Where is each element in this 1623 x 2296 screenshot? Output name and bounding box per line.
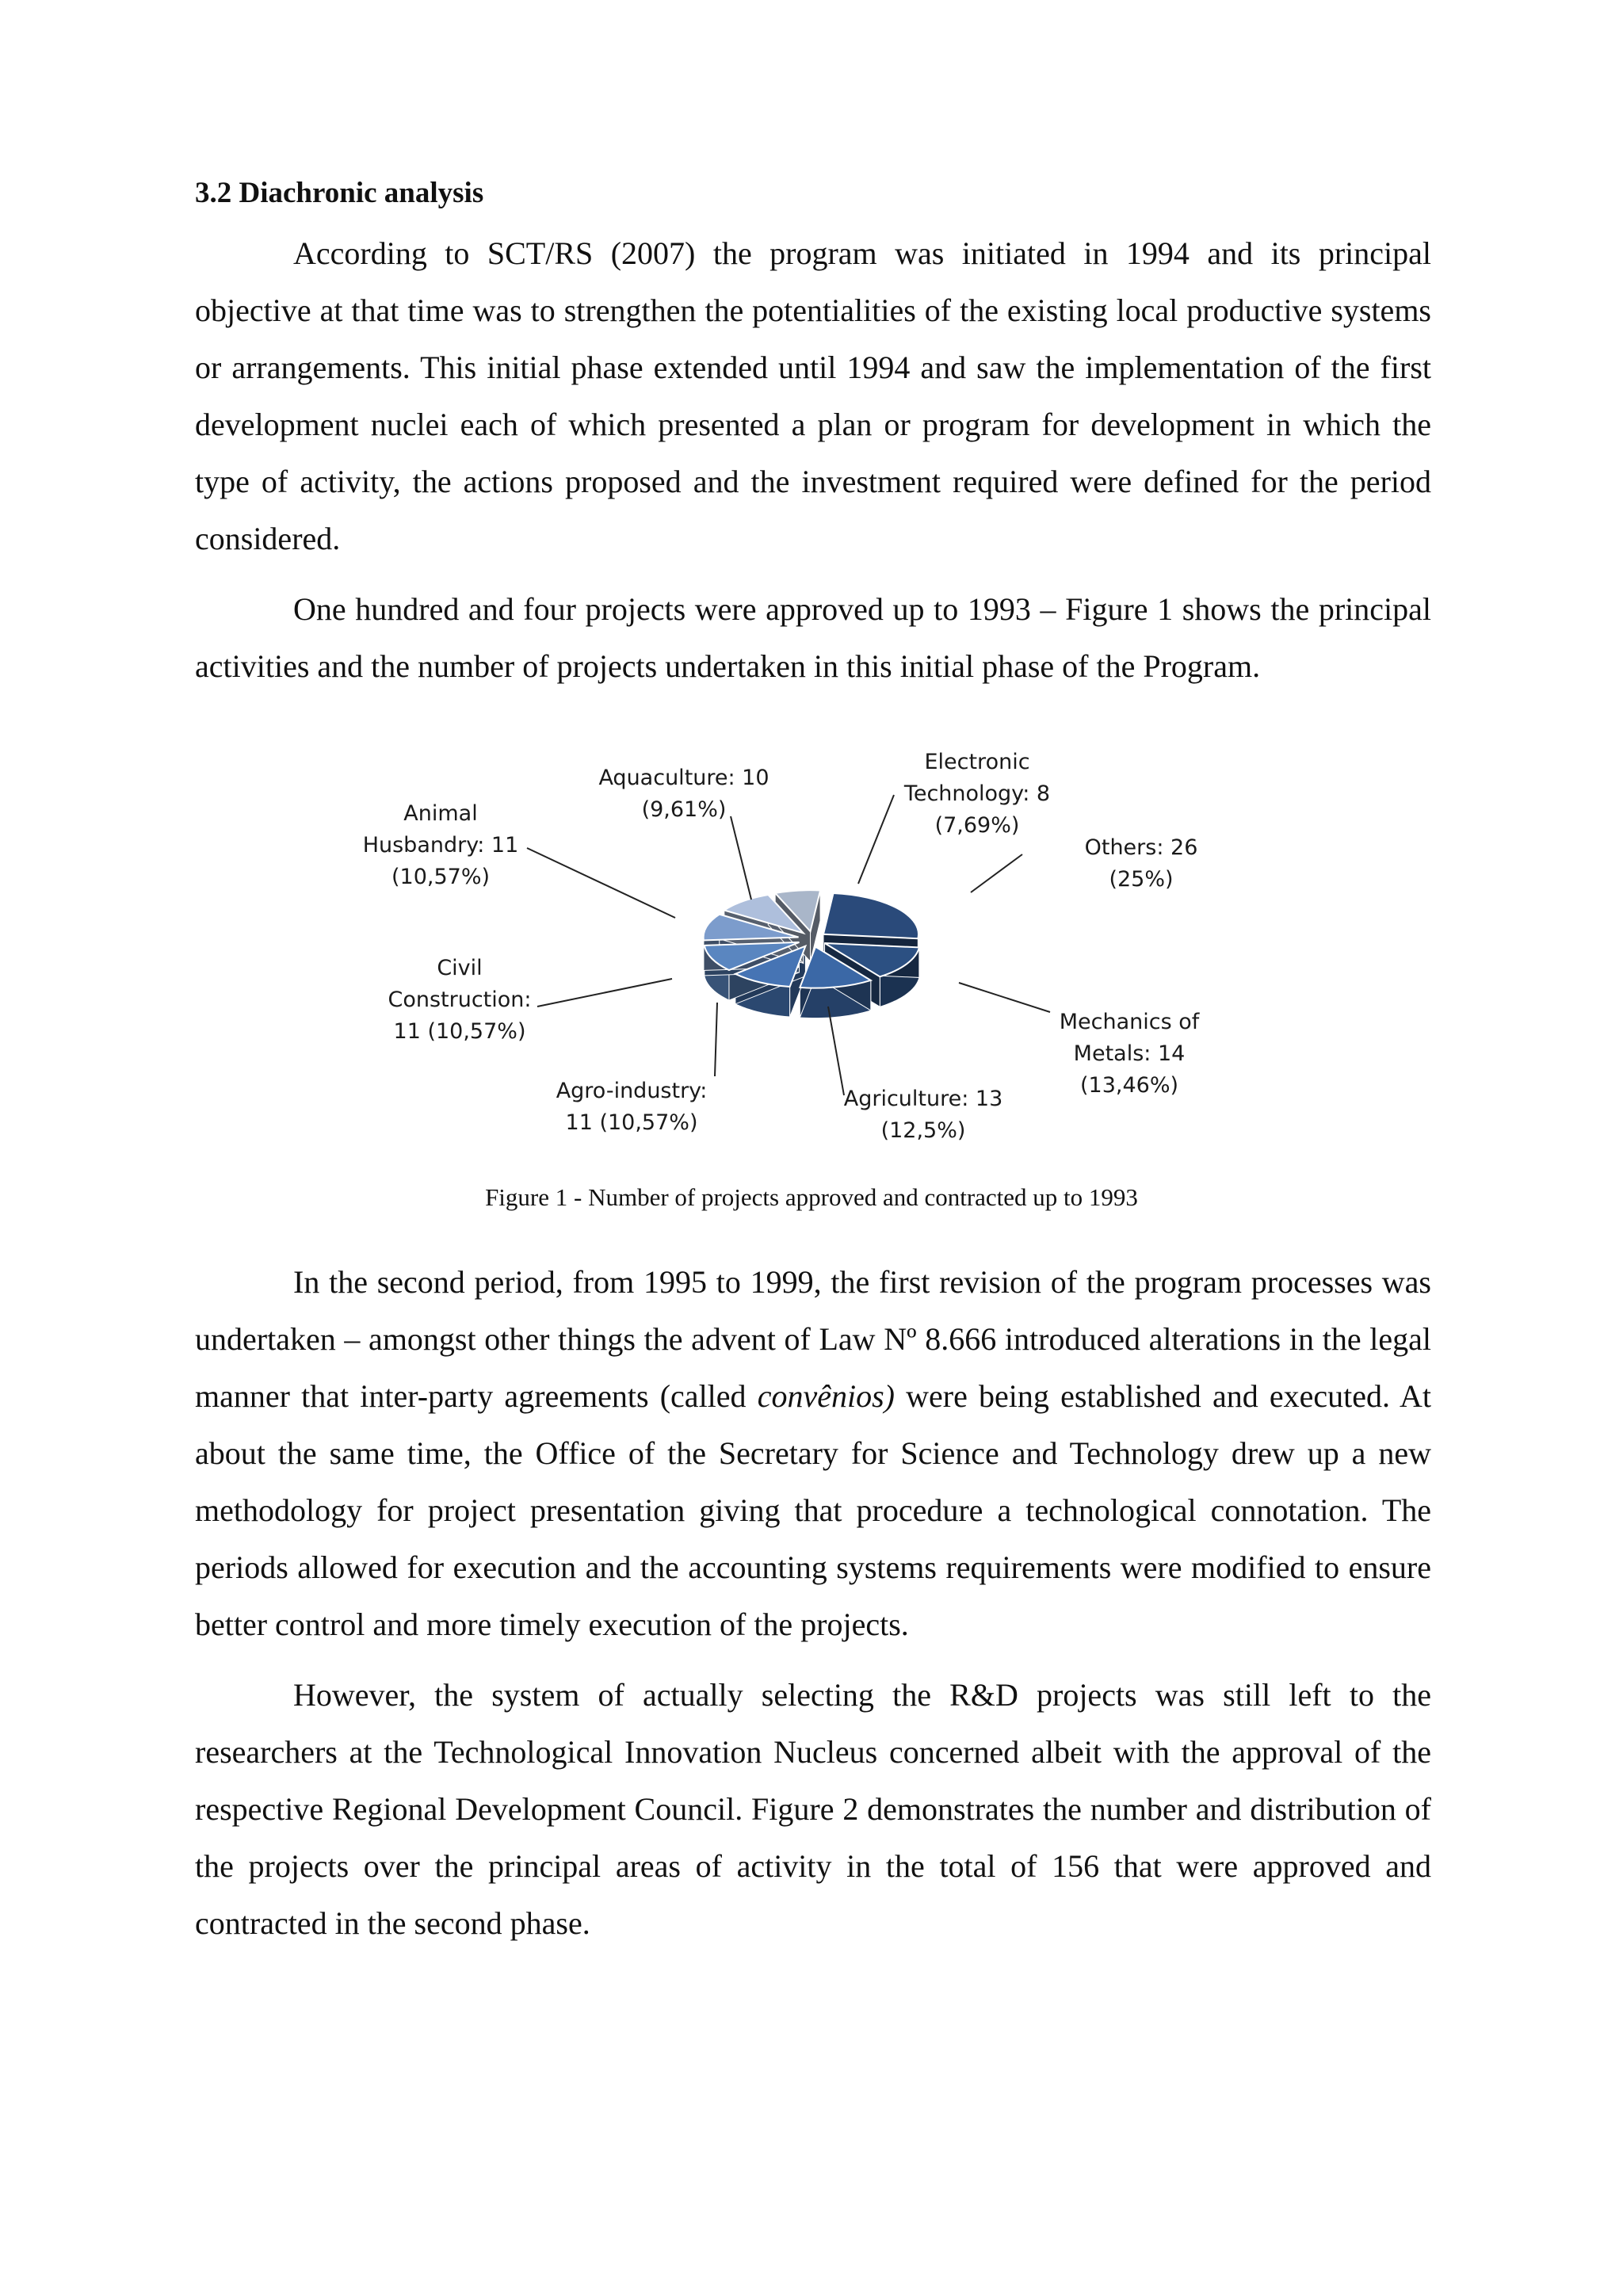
leader-line-civil-construction (537, 979, 672, 1007)
slice-label-aquaculture: Aquaculture: 10 (9,61%) (598, 766, 769, 822)
leader-line-agro-industry (715, 1003, 717, 1076)
figure-caption: Figure 1 - Number of projects approved and contracted up to 1993 (485, 1183, 1138, 1211)
slice-label-electronic-technology: Electronic Technology: 8 (7,69%) (903, 750, 1051, 838)
slice-label-agriculture: Agriculture: 13 (12,5%) (843, 1087, 1003, 1143)
pie-chart-svg (333, 737, 1244, 1165)
paragraph-program-initiation: According to SCT/RS (2007) the program was initiated in 1994 and its principal objective at that time was to strengthen the potentialities of the existing local productive systems or arrangements. This initial phase extended until 1994 and saw the implementation of the first development nuclei each of which presented a plan or program for development in which the type of activity, the actions proposed and the investment required were defined for the period considered. (195, 235, 1431, 556)
slice-label-agro-industry: Agro-industry: 11 (10,57%) (556, 1079, 708, 1135)
leader-line-animal-husbandry (527, 848, 675, 918)
leader-line-aquaculture (731, 816, 751, 900)
figure-1-pie-chart (333, 737, 1244, 1165)
leader-line-agriculture (828, 1007, 844, 1095)
pie-slice-others (823, 893, 918, 938)
paragraph-selection-system: However, the system of actually selecting the R&D projects was still left to the researchers at the Technological Innovation Nucleus concerned albeit with the approval of the respective Regional Development Council. Figure 2 demonstrates the number and distribution of the projects over the principal areas of activity in the total of 156 that were approved and contracted in the second phase. (195, 1677, 1431, 1941)
section-heading: 3.2 Diachronic analysis (195, 177, 484, 209)
paragraph-second-period-text-b: were being established and executed. At about the same time, the Office of the Secretary for Science and Technology drew up a new methodology for project presentation giving that procedure a technological connotation. The periods allowed for execution and the accounting systems requirements were modified to ensure better control and more timely execution of the projects. (195, 1378, 1431, 1642)
paragraph-second-period-italic: convênios) (757, 1378, 895, 1414)
slice-label-civil-construction: Civil Construction: 11 (10,57%) (388, 956, 532, 1044)
leader-line-others (971, 854, 1022, 892)
slice-label-animal-husbandry: Animal Husbandry: 11 (10,57%) (362, 801, 519, 889)
leader-line-mechanics-of-metals (959, 983, 1050, 1012)
slice-label-others: Others: 26 (25%) (1084, 835, 1198, 892)
paragraph-second-period (195, 1254, 1431, 1653)
paragraph-second-period-text-a: In the second period, from 1995 to 1999, the first revision of the program processes was undertaken – amongst other things the advent of Law Nº 8.666 introduced alterations in the legal manner that inter-party agreements (called (195, 1264, 1431, 1414)
paragraph-projects-approved: One hundred and four projects were approved up to 1993 – Figure 1 shows the principal activities and the number of projects undertaken in this initial phase of the Program. (195, 591, 1431, 684)
leader-line-electronic-technology (858, 795, 894, 884)
slice-label-mechanics-of-metals: Mechanics of Metals: 14 (13,46%) (1059, 1010, 1200, 1098)
